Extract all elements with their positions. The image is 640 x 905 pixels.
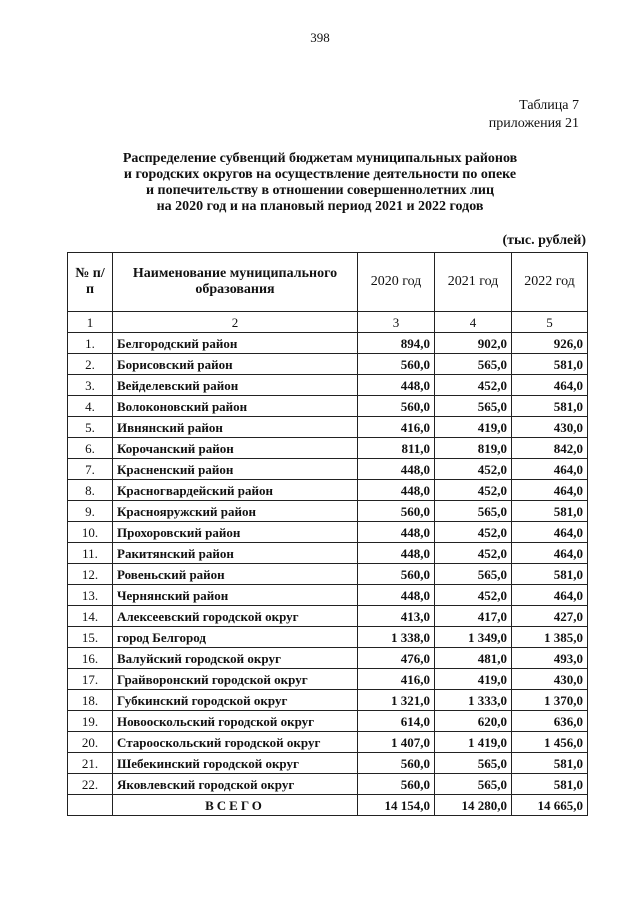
row-municipality-name: Чернянский район: [113, 585, 358, 606]
table-row: [68, 333, 588, 354]
table-row: [68, 753, 588, 774]
row-number: 20.: [68, 732, 113, 753]
row-municipality-name: Алексеевский городской округ: [113, 606, 358, 627]
row-value-2020: 448,0: [358, 522, 435, 543]
table-row: [68, 585, 588, 606]
row-value-2020: 416,0: [358, 417, 435, 438]
table-row: [68, 627, 588, 648]
row-number: 19.: [68, 711, 113, 732]
row-number: 14.: [68, 606, 113, 627]
row-value-2020: 560,0: [358, 774, 435, 795]
title-line-4: на 2020 год и на плановый период 2021 и 2022 годов: [156, 199, 484, 214]
row-value-2021: 481,0: [435, 648, 512, 669]
title-line-1: Распределение субвенций бюджетам муниципальных районов: [122, 151, 518, 166]
row-value-2022: 581,0: [512, 564, 588, 585]
table-row: [68, 648, 588, 669]
row-value-2022: 1 456,0: [512, 732, 588, 753]
row-value-2022: 842,0: [512, 438, 588, 459]
row-value-2022: 427,0: [512, 606, 588, 627]
row-number: 10.: [68, 522, 113, 543]
row-value-2021: 565,0: [435, 753, 512, 774]
row-value-2022: 430,0: [512, 669, 588, 690]
row-municipality-name: Белгородский район: [113, 333, 358, 354]
row-value-2021: 417,0: [435, 606, 512, 627]
column-number: 4: [435, 312, 512, 333]
table-row: [68, 396, 588, 417]
column-number-row: [68, 312, 588, 333]
row-value-2022: 636,0: [512, 711, 588, 732]
row-value-2021: 452,0: [435, 459, 512, 480]
row-value-2020: 1 321,0: [358, 690, 435, 711]
row-number: 11.: [68, 543, 113, 564]
row-value-2020: 560,0: [358, 564, 435, 585]
table-row: [68, 501, 588, 522]
row-value-2020: 1 338,0: [358, 627, 435, 648]
row-value-2022: 1 385,0: [512, 627, 588, 648]
column-number: 1: [68, 312, 113, 333]
row-value-2022: 430,0: [512, 417, 588, 438]
row-number: 21.: [68, 753, 113, 774]
document-title: [60, 151, 580, 215]
page-number: 398: [310, 30, 330, 45]
row-value-2021: 565,0: [435, 564, 512, 585]
table-row: [68, 459, 588, 480]
table-row: [68, 606, 588, 627]
row-municipality-name: Корочанский район: [113, 438, 358, 459]
table-row: [68, 354, 588, 375]
row-municipality-name: Ровеньский район: [113, 564, 358, 585]
row-value-2022: 581,0: [512, 753, 588, 774]
table-row: [68, 774, 588, 795]
row-value-2021: 819,0: [435, 438, 512, 459]
row-value-2021: 565,0: [435, 501, 512, 522]
header-num: № п/п: [68, 253, 113, 312]
row-municipality-name: Прохоровский район: [113, 522, 358, 543]
units-label: (тыс. рублей): [502, 233, 586, 248]
row-value-2020: 448,0: [358, 480, 435, 501]
table-row: [68, 711, 588, 732]
row-value-2022: 581,0: [512, 501, 588, 522]
column-number: 3: [358, 312, 435, 333]
row-value-2021: 565,0: [435, 354, 512, 375]
header-2020: 2020 год: [358, 253, 435, 312]
row-value-2022: 581,0: [512, 354, 588, 375]
row-number: 3.: [68, 375, 113, 396]
row-value-2021: 565,0: [435, 396, 512, 417]
caption-line-table: Таблица 7: [519, 98, 579, 113]
row-number: 22.: [68, 774, 113, 795]
row-municipality-name: Яковлевский городской округ: [113, 774, 358, 795]
row-value-2020: 448,0: [358, 459, 435, 480]
total-2022: 14 665,0: [512, 795, 588, 816]
row-value-2020: 476,0: [358, 648, 435, 669]
row-number: 2.: [68, 354, 113, 375]
row-value-2020: 560,0: [358, 396, 435, 417]
table-row: [68, 438, 588, 459]
total-empty-cell: [68, 795, 113, 816]
row-municipality-name: Губкинский городской округ: [113, 690, 358, 711]
row-value-2022: 464,0: [512, 585, 588, 606]
row-number: 5.: [68, 417, 113, 438]
caption-line-appendix: приложения 21: [488, 116, 579, 131]
row-value-2022: 581,0: [512, 774, 588, 795]
row-value-2022: 1 370,0: [512, 690, 588, 711]
row-number: 18.: [68, 690, 113, 711]
column-number: 2: [113, 312, 358, 333]
row-value-2020: 413,0: [358, 606, 435, 627]
row-value-2022: 926,0: [512, 333, 588, 354]
row-value-2021: 452,0: [435, 543, 512, 564]
row-value-2020: 448,0: [358, 543, 435, 564]
row-municipality-name: Грайворонский городской округ: [113, 669, 358, 690]
row-value-2021: 1 349,0: [435, 627, 512, 648]
row-number: 7.: [68, 459, 113, 480]
table-row: [68, 543, 588, 564]
row-municipality-name: Волоконовский район: [113, 396, 358, 417]
row-value-2022: 464,0: [512, 522, 588, 543]
row-municipality-name: Вейделевский район: [113, 375, 358, 396]
table-row: [68, 417, 588, 438]
row-value-2022: 581,0: [512, 396, 588, 417]
table-row: [68, 669, 588, 690]
table-row: [68, 522, 588, 543]
row-value-2020: 894,0: [358, 333, 435, 354]
row-number: 6.: [68, 438, 113, 459]
row-number: 12.: [68, 564, 113, 585]
table-row: [68, 564, 588, 585]
title-line-3: и попечительству в отношении совершеннолетних лиц: [145, 183, 495, 198]
row-municipality-name: Шебекинский городской округ: [113, 753, 358, 774]
title-line-2: и городских округов на осуществление деятельности по опеке: [123, 167, 517, 182]
row-number: 17.: [68, 669, 113, 690]
row-value-2021: 620,0: [435, 711, 512, 732]
header-name: Наименование муниципального образования: [113, 253, 358, 312]
row-number: 15.: [68, 627, 113, 648]
row-municipality-name: Новооскольский городской округ: [113, 711, 358, 732]
row-value-2020: 1 407,0: [358, 732, 435, 753]
row-value-2021: 565,0: [435, 774, 512, 795]
row-number: 4.: [68, 396, 113, 417]
total-2021: 14 280,0: [435, 795, 512, 816]
header-2022: 2022 год: [512, 253, 588, 312]
row-value-2021: 452,0: [435, 522, 512, 543]
row-number: 9.: [68, 501, 113, 522]
row-municipality-name: Валуйский городской округ: [113, 648, 358, 669]
table-row: [68, 732, 588, 753]
table-row: [68, 480, 588, 501]
row-value-2021: 452,0: [435, 585, 512, 606]
row-value-2020: 560,0: [358, 501, 435, 522]
row-value-2020: 448,0: [358, 585, 435, 606]
row-value-2020: 811,0: [358, 438, 435, 459]
table-header-row: [68, 253, 588, 312]
row-value-2021: 419,0: [435, 417, 512, 438]
row-value-2021: 1 419,0: [435, 732, 512, 753]
row-number: 13.: [68, 585, 113, 606]
row-municipality-name: Ракитянский район: [113, 543, 358, 564]
row-value-2022: 464,0: [512, 459, 588, 480]
row-value-2021: 419,0: [435, 669, 512, 690]
header-2021: 2021 год: [435, 253, 512, 312]
row-value-2021: 902,0: [435, 333, 512, 354]
row-municipality-name: Краснояружский район: [113, 501, 358, 522]
row-value-2022: 493,0: [512, 648, 588, 669]
row-value-2020: 614,0: [358, 711, 435, 732]
table-body: [68, 333, 588, 795]
row-value-2022: 464,0: [512, 543, 588, 564]
row-number: 8.: [68, 480, 113, 501]
table-caption: [489, 97, 579, 133]
row-value-2022: 464,0: [512, 480, 588, 501]
row-municipality-name: Красненский район: [113, 459, 358, 480]
row-value-2021: 452,0: [435, 375, 512, 396]
row-number: 1.: [68, 333, 113, 354]
table-row: [68, 375, 588, 396]
row-value-2020: 560,0: [358, 753, 435, 774]
total-label: ВСЕГО: [113, 795, 358, 816]
row-municipality-name: город Белгород: [113, 627, 358, 648]
row-value-2021: 452,0: [435, 480, 512, 501]
row-value-2021: 1 333,0: [435, 690, 512, 711]
total-2020: 14 154,0: [358, 795, 435, 816]
row-value-2020: 416,0: [358, 669, 435, 690]
table-row: [68, 690, 588, 711]
row-municipality-name: Ивнянский район: [113, 417, 358, 438]
row-number: 16.: [68, 648, 113, 669]
subsidy-table: [67, 252, 588, 816]
total-row: [68, 795, 588, 816]
row-value-2020: 560,0: [358, 354, 435, 375]
row-value-2020: 448,0: [358, 375, 435, 396]
row-value-2022: 464,0: [512, 375, 588, 396]
row-municipality-name: Борисовский район: [113, 354, 358, 375]
column-number: 5: [512, 312, 588, 333]
row-municipality-name: Старооскольский городской округ: [113, 732, 358, 753]
row-municipality-name: Красногвардейский район: [113, 480, 358, 501]
